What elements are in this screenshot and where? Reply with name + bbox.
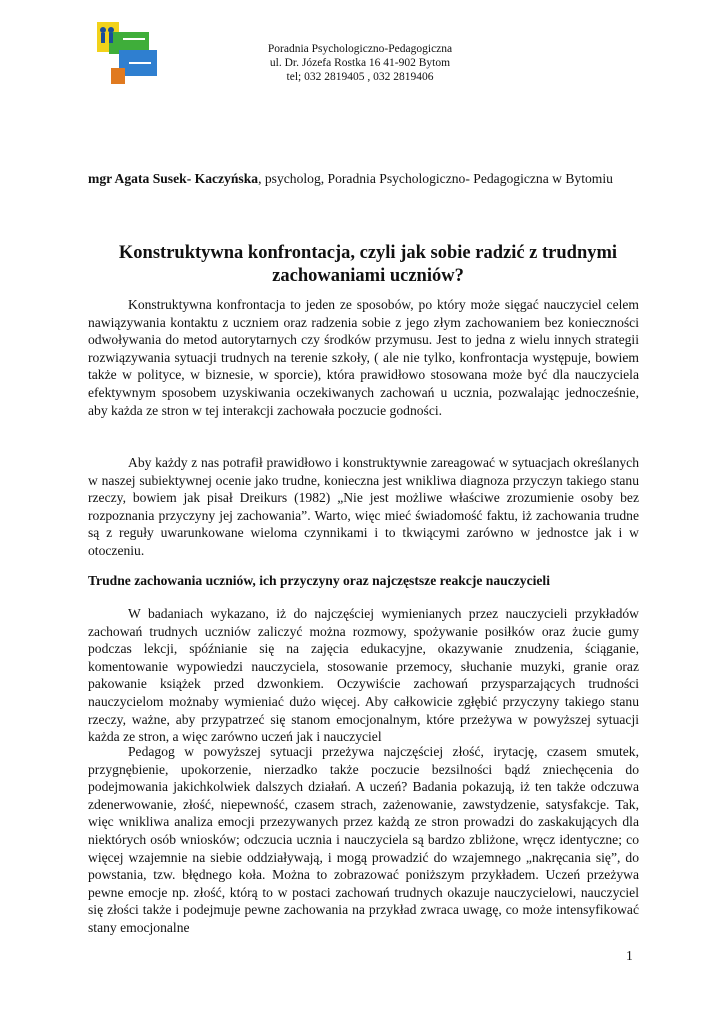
institution-header: [240, 42, 480, 84]
author-affiliation: , psycholog, Poradnia Psychologiczno- Pedagogiczna w Bytomiu: [258, 171, 613, 186]
institution-phone: tel; 032 2819405 , 032 2819406: [286, 71, 434, 83]
article-title: Konstruktywna konfrontacja, czyli jak sobie radzić z trudnymi zachowaniami uczniów?: [118, 243, 618, 286]
page-number: 1: [626, 948, 633, 963]
section-heading: Trudne zachowania uczniów, ich przyczyny oraz najczęstsze reakcje nauczycieli: [88, 573, 550, 588]
paragraph-3: W badaniach wykazano, iż do najczęściej wymienianych przez nauczycieli przykładów zachowań trudnych uczniów zaliczyć można rozmowy, spożywanie posiłków oraz żucie gumy podczas lekcji, spóźnianie się na zajęcia edukacyjne, okazywanie znudzenia, ściąganie, komentowanie wypowiedzi nauczyciela, stosowanie przemocy, słuchanie muzyki, granie oraz pakowanie książek przed dzwonkiem. Oczywiście zachowań przysparzających trudności nauczycielom możnaby wymieniać dużo więcej. Aby całkowicie zgłębić przyczyny takiego stanu rzeczy, ważne, aby przypatrzeć się stanom emocjonalnym, które przeżywa w powyższej sytuacji każda ze stron, a więc zarówno uczeń jak i nauczyciel: [88, 606, 639, 745]
author-line: [88, 170, 648, 188]
institution-address: ul. Dr. Józefa Rostka 16 41-902 Bytom: [269, 57, 451, 69]
logo: [95, 20, 165, 90]
institution-name: Poradnia Psychologiczno-Pedagogiczna: [267, 43, 453, 55]
paragraph-1: Konstruktywna konfrontacja to jeden ze sposobów, po który może sięgać nauczyciel celem nawiązywania kontaktu z uczniem oraz radzenia sobie z jego złym zachowaniem bez konieczności odwoływania do metod autorytarnych czy środków przymusu. Jest to jedna z wielu innych strategii rozwiązywania sytuacji trudnych na terenie szkoły, ( ale nie tylko, konfrontacja występuje, bowiem także w polityce, w biznesie, w sporcie), która prawidłowo stosowana może być dla nauczyciela efektywnym sposobem uzyskiwania oczekiwanych zachowań u ucznia, pozwalając jednocześnie, aby każda ze stron w tej interakcji zachowała poczucie godności.: [88, 297, 639, 418]
paragraph-2: Aby każdy z nas potrafił prawidłowo i konstruktywnie zareagować w sytuacjach określanych w naszej subiektywnej ocenie jako trudne, konieczna jest wnikliwa diagnoza przyczyn takiego stanu rzeczy, bowiem jak pisał Dreikurs (1982) „Nie jest możliwe właściwe zrozumienie osoby bez rozpoznania przyczyny jej zachowania”. Warto, więc mieć świadomość faktu, iż zachowania trudne są z reguły uwarunkowane wieloma czynnikami i to tkwiącymi zarówno w jednostce jak i w otoczeniu.: [88, 455, 639, 558]
paragraph-4: Pedagog w powyższej sytuacji przeżywa najczęściej złość, irytację, czasem smutek, przygnębienie, upokorzenie, nierzadko także poczucie bezsilności bądź zniechęcenia do podejmowania jakichkolwiek dalszych działań. A uczeń? Badania pokazują, iż ten także odczuwa zdenerwowanie, złość, niepewność, czasem strach, zażenowanie, zawstydzenie, satysfakcje. Tak, więc wnikliwa analiza emocji przezywanych przez każdą ze stron prowadzi do zaskakujących dla niektórych osób wniosków; odczucia ucznia i nauczyciela są bardzo zbliżone, wręcz identyczne; co więcej wzajemnie na siebie oddziaływają, i mogą prowadzić do wzajemnego „nakręcania się”, do powstania, tzw. błędnego koła. Można to zobrazować poniższym przykładem. Uczeń przeżywa pewne emocje np. złość, którą to w postaci zachowań trudnych okazuje nauczycielowi, nauczyciel się złości także i podejmuje pewne zachowania na przykład zwraca uwagę, co może intensyfikować stany emocjonalne: [88, 744, 639, 935]
author-name: mgr Agata Susek- Kaczyńska: [88, 171, 259, 186]
